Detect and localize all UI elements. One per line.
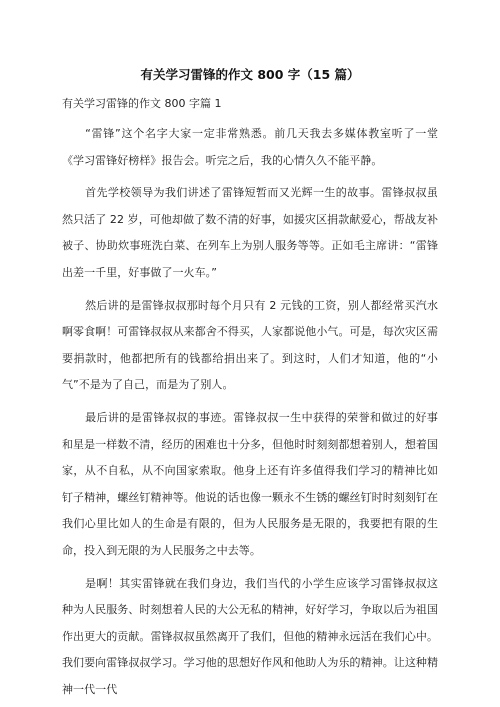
paragraph-1: “雷锋”这个名字大家一定非常熟悉。前几天我去多媒体教室听了一堂《学习雷锋好榜样》报告会。听完之后，我的心情久久不能平静。 bbox=[62, 127, 438, 167]
paragraph-2: 首先学校领导为我们讲述了雷锋短暂而又光辉一生的故事。雷锋叔叔虽然只活了 22 岁，可他却做了数不清的好事，如援灾区捐款献爱心，帮战友补被子、协助炊事班洗白菜、在列车上为别人服务等等。正如毛主席讲：“雷锋出差一千里，好事做了一火车。” bbox=[62, 186, 438, 279]
paragraph-3: 然后讲的是雷锋叔叔那时每个月只有 2 元钱的工资，别人都经常买汽水啊零食啊！可雷锋叔叔从来都舍不得买，人家都说他小气。可是，每次灾区需要捐款时，他都把所有的钱都给捐出来了。到这时，人们才知道，他的“小气”不是为了自己，而是为了别人。 bbox=[62, 298, 438, 392]
paragraph-4: 最后讲的是雷锋叔叔的事迹。雷锋叔叔一生中获得的荣誉和做过的好事和星是一样数不清，经历的困难也十分多，但他时时刻刻都想着别人，想着国家，从不自私，从不向国家索取。他身上还有许多值得我们学习的精神比如 钉子精神，螺丝钉精神等。他说的话也像一颗永不生锈的螺丝钉时时刻刻钉在我们心里比如人的生命是有限的，但为人民服务是无限的，我要把有限的生命，投入到无限的为人民服务之中去等。 bbox=[62, 410, 438, 557]
section-heading: 有关学习雷锋的作文 800 字篇 1 bbox=[62, 97, 222, 110]
paragraph-5: 是啊！其实雷锋就在我们身边，我们当代的小学生应该学习雷锋叔叔这种为人民服务、时刻想着人民的大公无私的精神，好好学习，争取以后为祖国作出更大的贡献。雷锋叔叔虽然离开了我们，但他的精神永远活在我们心中。我们要向雷锋叔叔学习。学习他的思想好作风和他助人为乐的精神。让这种精神一代一代 bbox=[62, 576, 438, 696]
document-title: 有关学习雷锋的作文 800 字（15 篇） bbox=[140, 67, 360, 82]
